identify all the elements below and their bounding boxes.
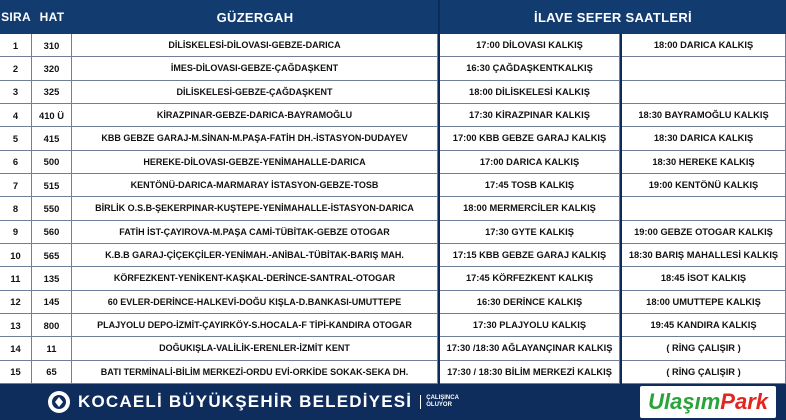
row-sira: 7	[0, 174, 32, 197]
row-route: FATİH İST-ÇAYIROVA-M.PAŞA CAMİ-TÜBİTAK-GEBZE OTOGAR	[72, 221, 438, 244]
row-extra-time-1: 17:45 KÖRFEZKENT KALKIŞ	[440, 267, 620, 290]
brand-part-1: Ulaşım	[648, 389, 721, 414]
header-sira: SIRA	[0, 0, 32, 34]
row-extra-time-1: 17:30 PLAJYOLU KALKIŞ	[440, 314, 620, 337]
row-extra-time-2: 18:45 İSOT KALKIŞ	[622, 267, 786, 290]
row-route: K.B.B GARAJ-ÇİÇEKÇİLER-YENİMAH.-ANİBAL-TÜBİTAK-BARIŞ MAH.	[72, 244, 438, 267]
row-route: KİRAZPINAR-GEBZE-DARICA-BAYRAMOĞLU	[72, 104, 438, 127]
row-extra-time-1: 17:15 KBB GEBZE GARAJ KALKIŞ	[440, 244, 620, 267]
row-sira: 11	[0, 267, 32, 290]
slogan	[420, 395, 459, 409]
row-hat: 65	[32, 361, 72, 384]
row-route: BATI TERMİNALİ-BİLİM MERKEZİ-ORDU EVİ-ORKİDE SOKAK-SEKA DH.	[72, 361, 438, 384]
row-sira: 3	[0, 81, 32, 104]
row-hat: 310	[32, 34, 72, 57]
row-sira: 8	[0, 197, 32, 220]
brand-part-2: Park	[720, 389, 768, 414]
row-route: KBB GEBZE GARAJ-M.SİNAN-M.PAŞA-FATİH DH.-İSTASYON-DUDAYEV	[72, 127, 438, 150]
kocaeli-emblem-icon	[48, 391, 70, 413]
row-hat: 800	[32, 314, 72, 337]
row-extra-time-1: 17:30 KİRAZPINAR KALKIŞ	[440, 104, 620, 127]
row-extra-time-2: 18:00 UMUTTEPE KALKIŞ	[622, 291, 786, 314]
header-guzergah: GÜZERGAH	[72, 0, 438, 34]
row-sira: 15	[0, 361, 32, 384]
row-sira: 12	[0, 291, 32, 314]
row-hat: 415	[32, 127, 72, 150]
row-sira: 1	[0, 34, 32, 57]
row-extra-time-1: 16:30 DERİNCE KALKIŞ	[440, 291, 620, 314]
row-route: İMES-DİLOVASI-GEBZE-ÇAĞDAŞKENT	[72, 57, 438, 80]
row-route: PLAJYOLU DEPO-İZMİT-ÇAYIRKÖY-S.HOCALA-F TİPİ-KANDIRA OTOGAR	[72, 314, 438, 337]
row-route: KÖRFEZKENT-YENİKENT-KAŞKAL-DERİNCE-SANTRAL-OTOGAR	[72, 267, 438, 290]
row-extra-time-1: 17:00 DİLOVASI KALKIŞ	[440, 34, 620, 57]
row-hat: 515	[32, 174, 72, 197]
row-sira: 4	[0, 104, 32, 127]
row-hat: 320	[32, 57, 72, 80]
row-hat: 145	[32, 291, 72, 314]
row-extra-time-1: 17:45 TOSB KALKIŞ	[440, 174, 620, 197]
row-sira: 10	[0, 244, 32, 267]
org-name: KOCAELİ BÜYÜKŞEHİR BELEDİYESİ	[78, 392, 413, 411]
row-extra-time-2: ( RİNG ÇALIŞIR )	[622, 361, 786, 384]
row-extra-time-2: 19:00 KENTÖNÜ KALKIŞ	[622, 174, 786, 197]
row-hat: 11	[32, 337, 72, 360]
slogan-line-2: OLUYOR	[426, 402, 452, 408]
row-route: DİLİSKELESİ-GEBZE-ÇAĞDAŞKENT	[72, 81, 438, 104]
slogan-line-1: ÇALIŞINCA	[426, 395, 459, 401]
row-extra-time-1: 18:00 DİLİSKELESİ KALKIŞ	[440, 81, 620, 104]
row-extra-time-2: 19:45 KANDIRA KALKIŞ	[622, 314, 786, 337]
row-sira: 13	[0, 314, 32, 337]
header-ilave-sefer: İLAVE SEFER SAATLERİ	[440, 0, 786, 34]
row-sira: 2	[0, 57, 32, 80]
row-extra-time-2: 18:30 DARICA KALKIŞ	[622, 127, 786, 150]
row-sira: 14	[0, 337, 32, 360]
row-route: KENTÖNÜ-DARICA-MARMARAY İSTASYON-GEBZE-TOSB	[72, 174, 438, 197]
row-hat: 135	[32, 267, 72, 290]
row-sira: 5	[0, 127, 32, 150]
row-sira: 9	[0, 221, 32, 244]
row-route: HEREKE-DİLOVASI-GEBZE-YENİMAHALLE-DARICA	[72, 151, 438, 174]
row-extra-time-1: 17:30 / 18:30 BİLİM MERKEZİ KALKIŞ	[440, 361, 620, 384]
kbb-logo	[0, 384, 459, 420]
row-extra-time-2: 19:00 GEBZE OTOGAR KALKIŞ	[622, 221, 786, 244]
row-extra-time-1: 16:30 ÇAĞDAŞKENTKALKIŞ	[440, 57, 620, 80]
row-extra-time-1: 18:00 MERMERCİLER KALKIŞ	[440, 197, 620, 220]
footer-bar	[0, 384, 786, 420]
row-extra-time-2: 18:00 DARICA KALKIŞ	[622, 34, 786, 57]
row-hat: 560	[32, 221, 72, 244]
row-hat: 565	[32, 244, 72, 267]
row-route: DOĞUKIŞLA-VALİLİK-ERENLER-İZMİT KENT	[72, 337, 438, 360]
row-hat: 550	[32, 197, 72, 220]
row-extra-time-2: 18:30 BARIŞ MAHALLESİ KALKIŞ	[622, 244, 786, 267]
row-route: 60 EVLER-DERİNCE-HALKEVİ-DOĞU KIŞLA-D.BANKASI-UMUTTEPE	[72, 291, 438, 314]
row-extra-time-2	[622, 81, 786, 104]
row-hat: 500	[32, 151, 72, 174]
row-route: BİRLİK O.S.B-ŞEKERPINAR-KUŞTEPE-YENİMAHALLE-İSTASYON-DARICA	[72, 197, 438, 220]
row-extra-time-2: ( RİNG ÇALIŞIR )	[622, 337, 786, 360]
ulasimpark-logo	[640, 386, 776, 418]
row-route: DİLİSKELESİ-DİLOVASI-GEBZE-DARICA	[72, 34, 438, 57]
row-extra-time-1: 17:00 KBB GEBZE GARAJ KALKIŞ	[440, 127, 620, 150]
row-extra-time-2: 18:30 BAYRAMOĞLU KALKIŞ	[622, 104, 786, 127]
row-hat: 410 Ü	[32, 104, 72, 127]
row-sira: 6	[0, 151, 32, 174]
row-extra-time-2: 18:30 HEREKE KALKIŞ	[622, 151, 786, 174]
header-hat: HAT	[32, 0, 72, 34]
row-extra-time-2	[622, 57, 786, 80]
row-extra-time-1: 17:30 GYTE KALKIŞ	[440, 221, 620, 244]
row-hat: 325	[32, 81, 72, 104]
row-extra-time-1: 17:30 /18:30 AĞLAYANÇINAR KALKIŞ	[440, 337, 620, 360]
row-extra-time-1: 17:00 DARICA KALKIŞ	[440, 151, 620, 174]
row-extra-time-2	[622, 197, 786, 220]
